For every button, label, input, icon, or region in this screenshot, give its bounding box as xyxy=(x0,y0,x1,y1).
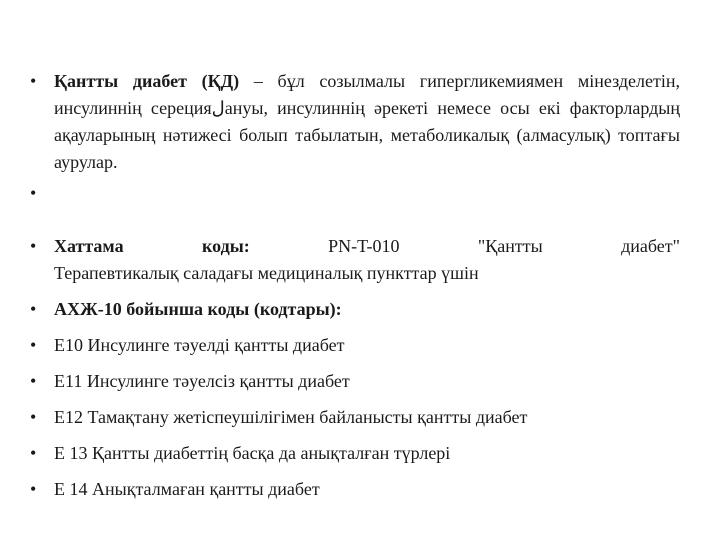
bullet-e14 xyxy=(30,476,680,503)
bullet-e12 xyxy=(30,404,680,431)
protocol-code: PN-T-010 "Қантты диабет" xyxy=(249,236,681,256)
bullet-dot: • xyxy=(30,299,37,319)
bullet-dot: • xyxy=(30,371,37,391)
e10-text: E10 Инсулинге тәуелді қантты диабет xyxy=(54,335,345,355)
bullet-dot: • xyxy=(30,479,37,499)
protocol-label: Хаттама коды: xyxy=(54,236,250,256)
definition-text xyxy=(54,68,680,176)
bullet-dot: • xyxy=(30,236,37,256)
bullet-dot: • xyxy=(30,407,37,427)
bullet-protocol xyxy=(30,233,680,287)
definition-body: – бұл созылмалы гипергликемиямен мінезделетін, инсулиннің серецияلануы, инсулиннің әрекеті немесе осы екі факторлардың ақауларының нәтижесі болып табылатын, метаболикалық (алмасулық) топтағы аурулар. xyxy=(54,71,680,172)
bullet-definition xyxy=(30,68,680,176)
bullet-e10 xyxy=(30,332,680,359)
bullet-icd-heading xyxy=(30,296,680,323)
bullet-dot: • xyxy=(30,335,37,355)
protocol-line-1 xyxy=(54,233,680,260)
protocol-line-2: Терапевтикалық саладағы медициналық пункттар үшін xyxy=(54,263,479,283)
bullet-dot: • xyxy=(30,71,37,91)
e13-text: E 13 Қантты диабеттің басқа да анықталған түрлері xyxy=(54,443,451,463)
definition-term: Қантты диабет (ҚД) xyxy=(54,71,240,91)
bullet-e13 xyxy=(30,440,680,467)
bullet-list xyxy=(30,68,680,512)
icd-heading-text: АХЖ-10 бойынша коды (кодтары): xyxy=(54,299,342,319)
bullet-e11 xyxy=(30,368,680,395)
bullet-dot: • xyxy=(30,183,37,203)
bullet-dot: • xyxy=(30,443,37,463)
bullet-empty xyxy=(30,180,680,207)
e14-text: E 14 Анықталмаған қантты диабет xyxy=(54,479,320,499)
e12-text: E12 Тамақтану жетіспеушілігімен байланысты қантты диабет xyxy=(54,407,528,427)
e11-text: E11 Инсулинге тәуелсіз қантты диабет xyxy=(54,371,350,391)
